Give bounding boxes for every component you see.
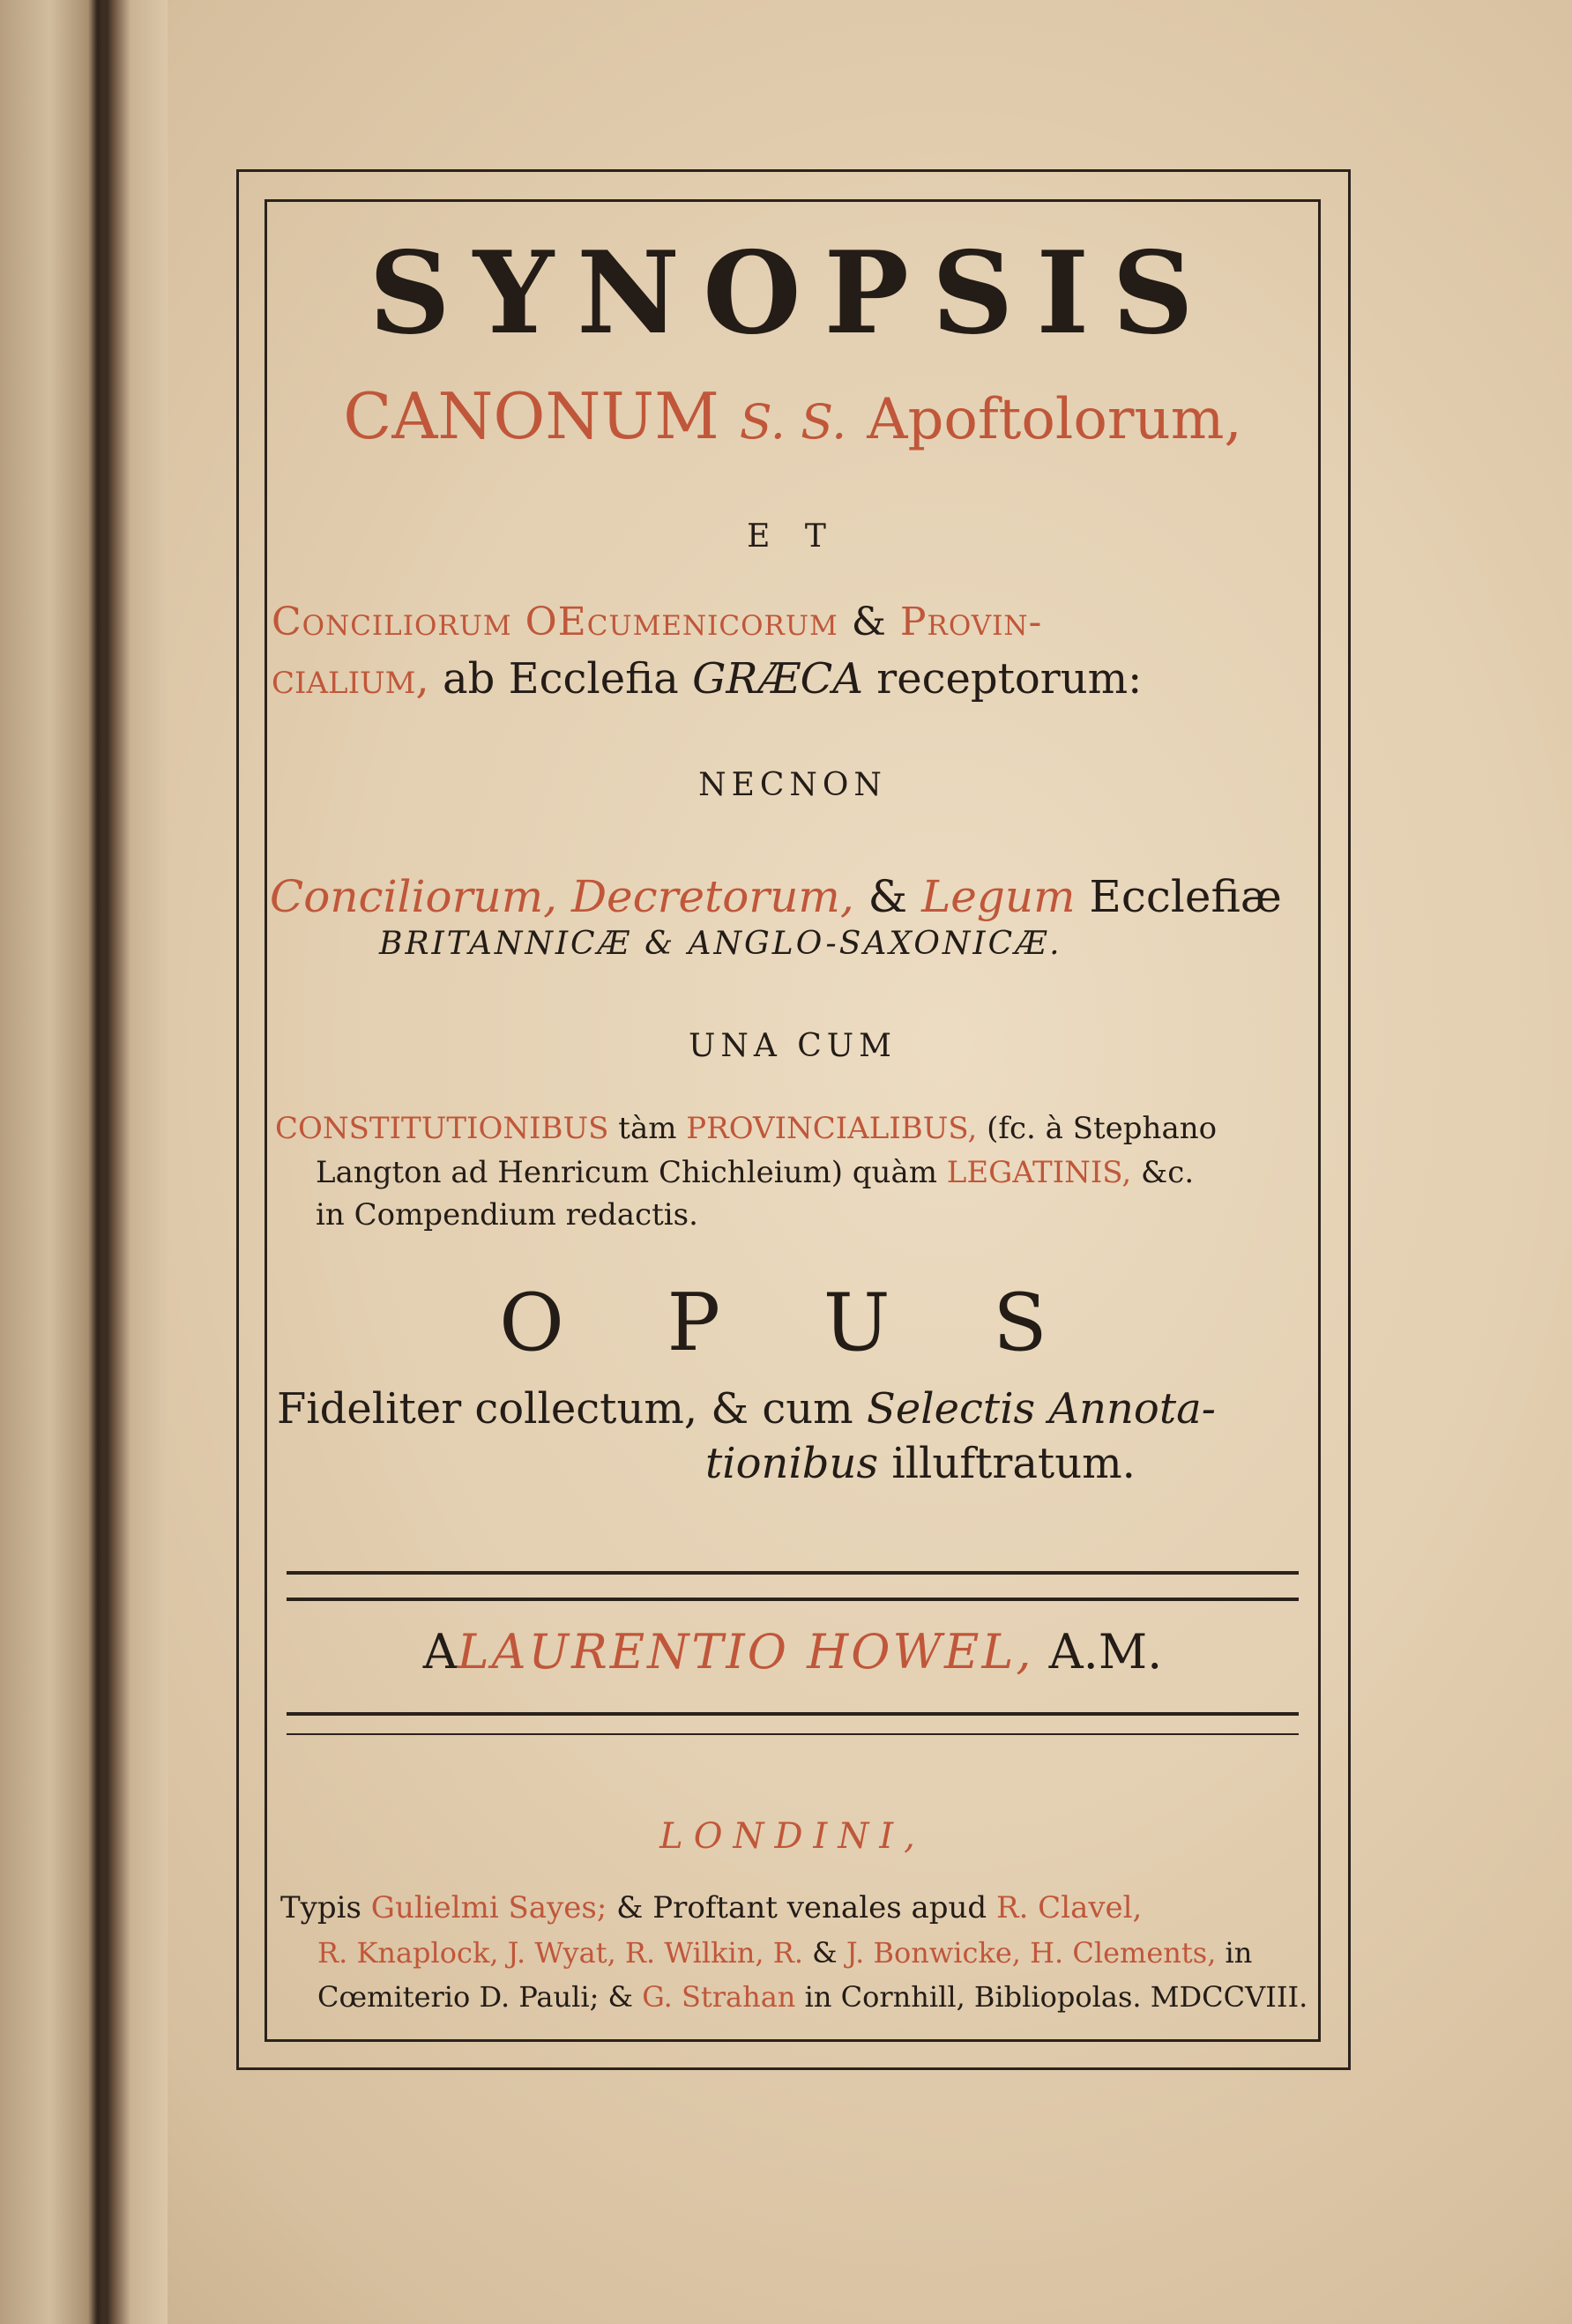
opus: O P U S <box>499 1277 1086 1369</box>
canonum: CANONUM <box>343 379 719 453</box>
apostolorum: Apoftolorum, <box>867 387 1242 452</box>
et: E T <box>747 518 838 555</box>
title-line-10 <box>275 1111 1217 1146</box>
author-line <box>264 1624 1321 1680</box>
rule-bottom-1 <box>287 1712 1299 1716</box>
britannicae-anglo-saxonicae: BRITANNICÆ & ANGLO-SAXONICÆ. <box>379 926 1062 962</box>
ampersand-3: & <box>812 1936 838 1970</box>
langton-chichleium: Langton ad Henricum Chichleium) quàm <box>316 1155 937 1190</box>
booksellers-1: R. Knaplock, J. Wyat, R. Wilkin, R. <box>317 1936 803 1970</box>
ampersand-4: & <box>607 1980 634 2014</box>
title-line-4 <box>272 600 1042 644</box>
legatinis: LEGATINIS, <box>946 1155 1132 1190</box>
provin: Provin- <box>899 600 1043 644</box>
title-line-2 <box>264 379 1321 453</box>
rule-bottom-2 <box>287 1733 1299 1735</box>
cornhill-date: in Cornhill, Bibliopolas. MDCCVIII. <box>804 1980 1308 2014</box>
cialium: cialium, <box>272 654 429 704</box>
tionibus: tionibus <box>705 1439 879 1488</box>
gulielmi-sayes: Gulielmi Sayes; <box>370 1890 607 1925</box>
una-cum: UNA CUM <box>688 1028 898 1064</box>
book-gutter <box>0 0 168 2324</box>
author-name: LAURENTIO HOWEL, <box>457 1624 1034 1680</box>
in-compendium: in Compendium redactis. <box>316 1197 698 1233</box>
prostant-venales: & Proftant venales apud <box>616 1890 987 1925</box>
coemiterio: Cœmiterio D. Pauli; <box>317 1980 600 2014</box>
author-a: A <box>422 1624 458 1680</box>
ampersand-1: & <box>851 600 887 644</box>
tam: tàm <box>618 1111 677 1146</box>
title-line-15 <box>705 1439 1136 1488</box>
selectis-annota: Selectis Annota- <box>866 1384 1216 1434</box>
ecclesiae: Ecclefiæ <box>1089 871 1282 922</box>
imprint-line-1 <box>280 1890 1142 1925</box>
typis: Typis <box>280 1890 361 1925</box>
r-clavel: R. Clavel, <box>995 1890 1143 1925</box>
conciliorum-oecumenicorum: Conciliorum OEcumenicorum <box>272 600 838 644</box>
provincialibus: PROVINCIALIBUS, <box>686 1111 978 1146</box>
title-line-5 <box>272 654 1142 704</box>
booksellers-2: J. Bonwicke, H. Clements, <box>846 1936 1217 1970</box>
title-line-11 <box>316 1155 1194 1190</box>
graeca: GRÆCA <box>692 654 863 704</box>
fideliter-collectum: Fideliter collectum, & cum <box>277 1384 853 1434</box>
title-line-14 <box>277 1384 1216 1434</box>
rule-top-2 <box>287 1598 1299 1601</box>
necnon: NECNON <box>698 767 887 803</box>
legum: Legum <box>921 871 1076 922</box>
title-line-7 <box>270 871 1282 922</box>
sc-a-stephano: (fc. à Stephano <box>987 1111 1218 1146</box>
receptorum: receptorum: <box>876 654 1143 704</box>
londini: LONDINI, <box>659 1816 926 1857</box>
rule-top-1 <box>287 1571 1299 1575</box>
imprint-line-2 <box>317 1936 1252 1970</box>
etc: &c. <box>1141 1155 1195 1190</box>
constitutionibus: CONSTITUTIONIBUS <box>275 1111 609 1146</box>
author-degree: A.M. <box>1048 1624 1163 1680</box>
in: in <box>1225 1936 1253 1970</box>
ab-ecclesia: ab Ecclefia <box>443 654 679 704</box>
ampersand-2: & <box>868 871 908 922</box>
conciliorum-decretorum: Conciliorum, Decretorum, <box>270 871 854 922</box>
illustratum: illuftratum. <box>891 1439 1136 1488</box>
g-strahan: G. Strahan <box>642 1980 796 2014</box>
imprint-line-3 <box>317 1980 1308 2014</box>
spine-crease <box>88 0 108 2324</box>
title-synopsis: SYNOPSIS <box>369 227 1217 360</box>
ss: S. S. <box>739 394 847 450</box>
